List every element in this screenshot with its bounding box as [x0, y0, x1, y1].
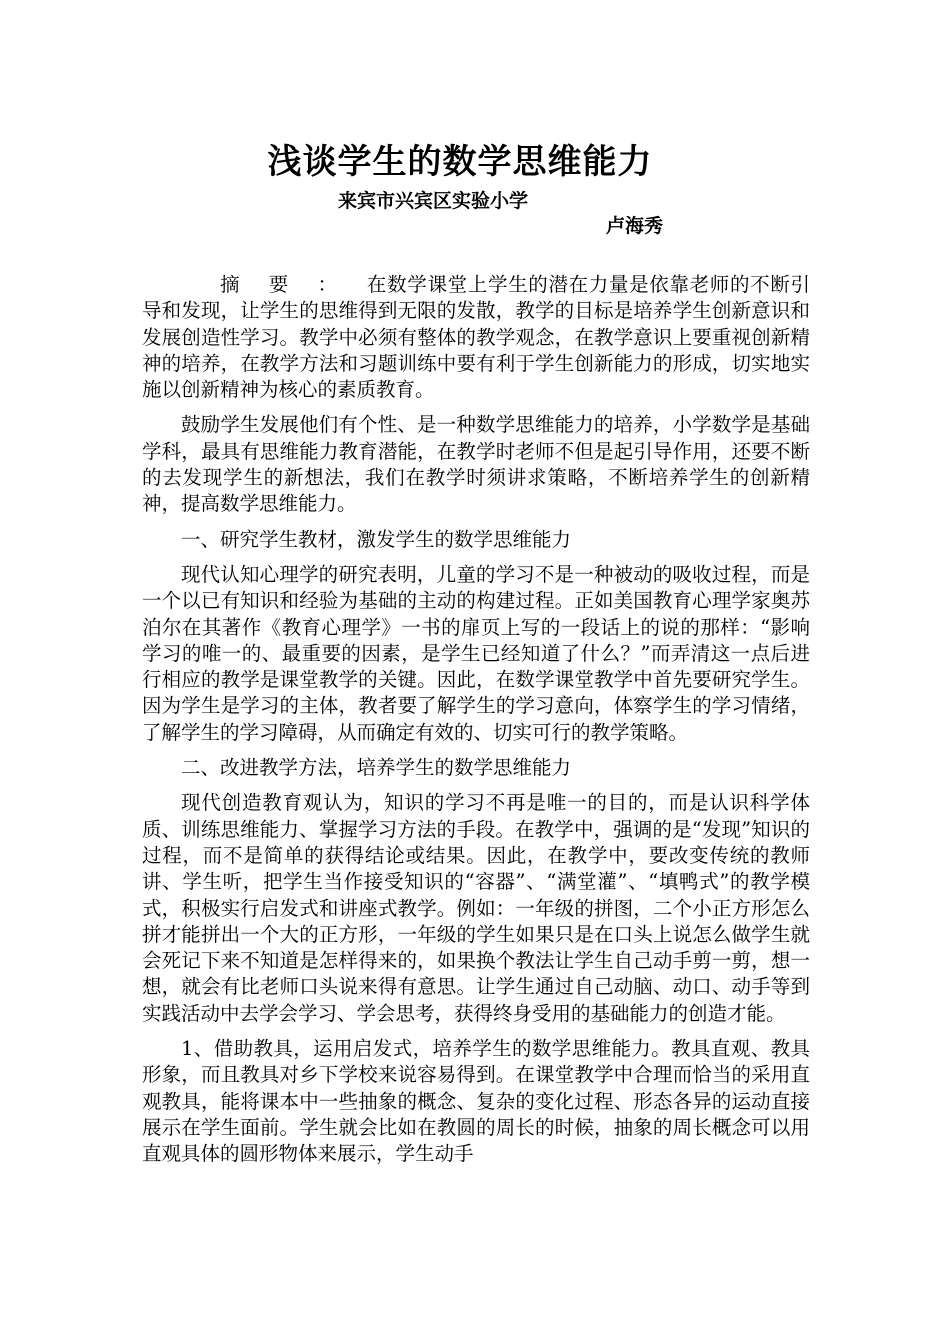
abstract-label: 摘要：: [220, 273, 367, 296]
section-heading: 二、改进教学方法，培养学生的数学思维能力: [181, 756, 572, 780]
abstract-text: 在数学课堂上学生的潜在力量是依靠老师的不断引导和发现，让学生的思维得到无限的发散，教学的目标是培养学生创新意识和发展创造性学习。教学中必须有整体的教学观念，在教学意识上要重视创新精神的培养，在教学方法和习题训练中要有利于学生创新能力的形成，切实地实施以创新精神为核心的素质教育。: [142, 273, 810, 402]
school-name: 来宾市兴宾区实验小学: [338, 190, 529, 212]
body-paragraph: 现代创造教育观认为，知识的学习不再是唯一的目的，而是认识科学体质、训练思维能力、掌握学习方法的手段。在教学中，强调的是“发现”知识的过程，而不是简单的获得结论或结果。因此，在教学中，要改变传统的教师讲、学生听，把学生当作接受知识的“容器”、“满堂灌”、“填鸭式”的教学模式，积极实行启发式和讲座式教学。例如：一年级的拼图，二个小正方形怎么拼才能拼出一个大的正方形，一年级的学生如果只是在口头上说怎么做学生就会死记下来不知道是怎样得来的，如果换个教法让学生自己动手剪一剪，想一想，就会有比老师口头说来得有意思。让学生通过自己动脑、动口、动手等到实践活动中去学会学习、学会思考，获得终身受用的基础能力的创造才能。: [142, 791, 810, 1025]
author-name: 卢海秀: [606, 215, 664, 237]
abstract-paragraph: [142, 272, 810, 403]
body-paragraph: 1、借助教具，运用启发式，培养学生的数学思维能力。教具直观、教具形象，而且教具对乡下学校来说容易得到。在课堂教学中合理而恰当的采用直观教具，能将课本中一些抽象的概念、复杂的变化过程、形态各异的运动直接展示在学生面前。学生就会比如在教圆的周长的时候，抽象的周长概念可以用直观具体的圆形物体来展示，学生动手: [142, 1037, 810, 1166]
body-paragraph: 鼓励学生发展他们有个性、是一种数学思维能力的培养，小学数学是基础学科，最具有思维能力教育潜能，在教学时老师不但是起引导作用，还要不断的去发现学生的新想法，我们在教学时须讲求策略，不断培养学生的创新精神，提高数学思维能力。: [142, 413, 810, 516]
body-paragraph: 现代认知心理学的研究表明，儿童的学习不是一种被动的吸收过程，而是一个以已有知识和经验为基础的主动的构建过程。正如美国教育心理学家奥苏泊尔在其著作《教育心理学》一书的扉页上写的一段话上的说的那样：“影响学习的唯一的、最重要的因素，是学生已经知道了什么？”而弄清这一点后进行相应的教学是课堂教学的关键。因此，在数学课堂教学中首先要研究学生。因为学生是学习的主体，教者要了解学生的学习意向，体察学生的学习情绪，了解学生的学习障碍，从而确定有效的、切实可行的教学策略。: [142, 562, 810, 744]
document-body: [142, 272, 810, 1168]
document-title: 浅谈学生的数学思维能力: [267, 142, 653, 182]
section-heading: 一、研究学生教材，激发学生的数学思维能力: [181, 527, 572, 551]
